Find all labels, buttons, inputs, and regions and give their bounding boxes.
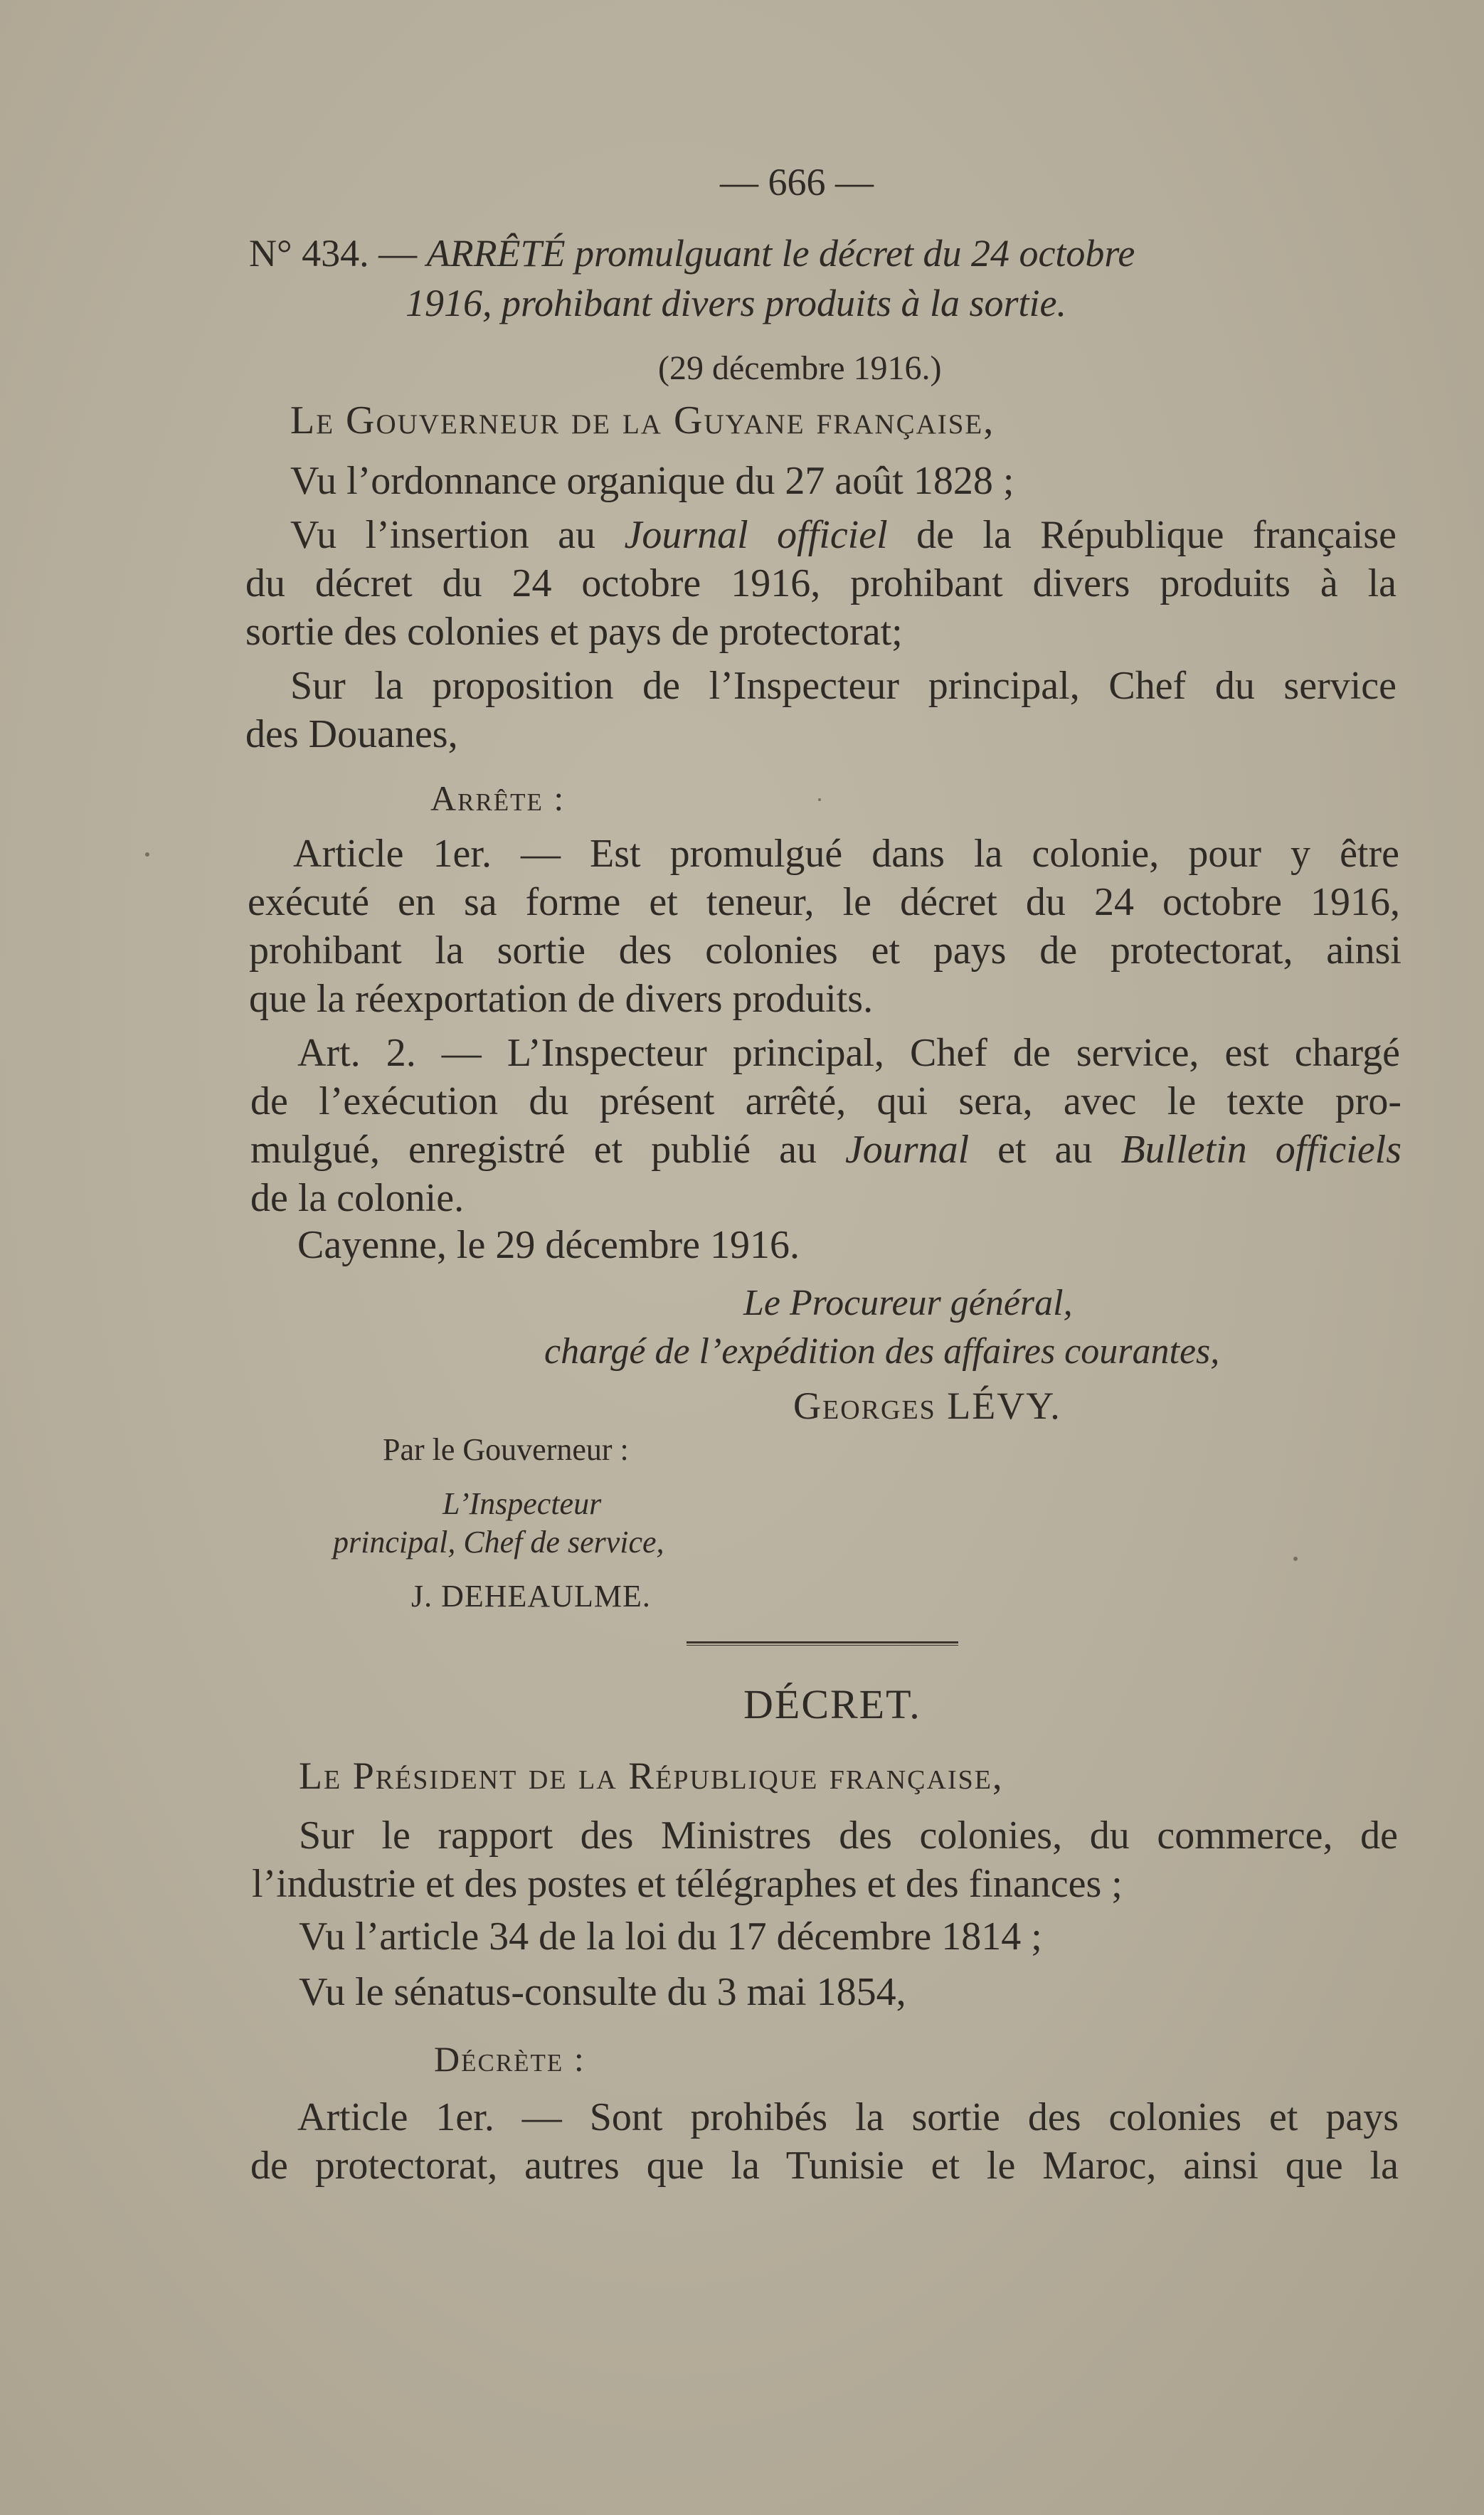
par-le-gouverneur: Par le Gouverneur : [383,1432,629,1467]
gouverneur-line: Le Gouverneur de la Guyane française, [290,398,995,443]
vu-ordonnance: Vu l’ordonnance organique du 27 août 1828 ; [290,459,1014,503]
sur-proposition-line-2: des Douanes, [245,712,458,756]
article-2-line-3 [250,1126,1401,1174]
decret-vu-senatus-consulte: Vu le sénatus-consulte du 3 mai 1854, [299,1970,906,2014]
arrete-number: N° 434. — [249,232,418,275]
arrete-title-part-1: ARRÊTÉ promulguant le décret du 24 octobre [426,232,1135,275]
decrete-label: Décrète : [434,2039,585,2079]
decret-vu-article: Vu l’article 34 de la loi du 17 décembre 1814 ; [299,1915,1042,1959]
scan-speck [818,798,821,801]
place-date: Cayenne, le 29 décembre 1916. [297,1223,800,1267]
section-divider [687,1641,958,1646]
inspecteur-line-1: L’Inspecteur [442,1486,602,1521]
arrete-heading-line-2: 1916, prohibant divers produits à la sortie. [406,282,1067,324]
journal-officiel-ref: Journal officiel [624,513,888,557]
arrete-label: Arrête : [430,778,566,818]
article-1-line-3: prohibant la sortie des colonies et pays de protectorat, ainsi [249,928,1401,973]
decret-article-1-line-2: de protectorat, autres que la Tunisie et le Maroc, ainsi que la [250,2144,1399,2188]
article-1-line-4: que la réexportation de divers produits. [249,977,874,1021]
scan-speck [1293,1557,1298,1561]
article-2-line-4: de la colonie. [250,1176,465,1220]
page-number: — 666 — [720,161,874,203]
president-line: Le Président de la République française, [299,1754,1004,1797]
decret-article-1-line-1: Article 1er. — Sont prohibés la sortie des colonies et pays [297,2095,1399,2139]
decret-sur-rapport-line-1: Sur le rapport des Ministres des colonies, du commerce, de [299,1814,1398,1858]
vu-insertion-text-a: Vu l’insertion au [290,513,596,557]
article-2-line-1: Art. 2. — L’Inspecteur principal, Chef de service, est chargé [297,1031,1400,1075]
article-2-text-b: et au [997,1128,1093,1172]
article-2-line-2: de l’exécution du présent arrêté, qui sera, avec le texte pro- [250,1079,1401,1123]
article-1-line-1: Article 1er. — Est promulgué dans la colonie, pour y être [293,832,1399,876]
arrete-heading-line-1 [249,229,1135,277]
arrete-date: (29 décembre 1916.) [658,349,942,387]
bulletin-officiels-ref: Bulletin officiels [1120,1128,1402,1172]
signature-title-1: Le Procureur général, [743,1283,1073,1323]
vu-insertion-text-b: de la République française [916,513,1396,557]
inspecteur-name: J. DEHEAULME. [411,1579,651,1614]
decret-sur-rapport-line-2: l’industrie et des postes et télégraphes et des finances ; [252,1862,1123,1906]
journal-ref: Journal [844,1128,970,1172]
vu-insertion-line-2: du décret du 24 octobre 1916, prohibant divers produits à la [245,561,1396,605]
inspecteur-line-2: principal, Chef de service, [333,1525,664,1560]
decret-heading: DÉCRET. [743,1681,921,1727]
article-1-line-2: exécuté en sa forme et teneur, le décret du 24 octobre 1916, [248,880,1400,924]
scan-speck [145,852,149,857]
sur-proposition-line-1: Sur la proposition de l’Inspecteur principal, Chef du service [290,664,1396,708]
article-2-text-a: mulgué, enregistré et publié au [250,1128,817,1172]
vu-insertion-line-3: sortie des colonies et pays de protectorat; [245,610,903,654]
signature-title-2: chargé de l’expédition des affaires courantes, [544,1331,1220,1372]
vu-insertion-line-1 [290,511,1396,559]
signature-name: Georges LÉVY. [793,1384,1061,1427]
